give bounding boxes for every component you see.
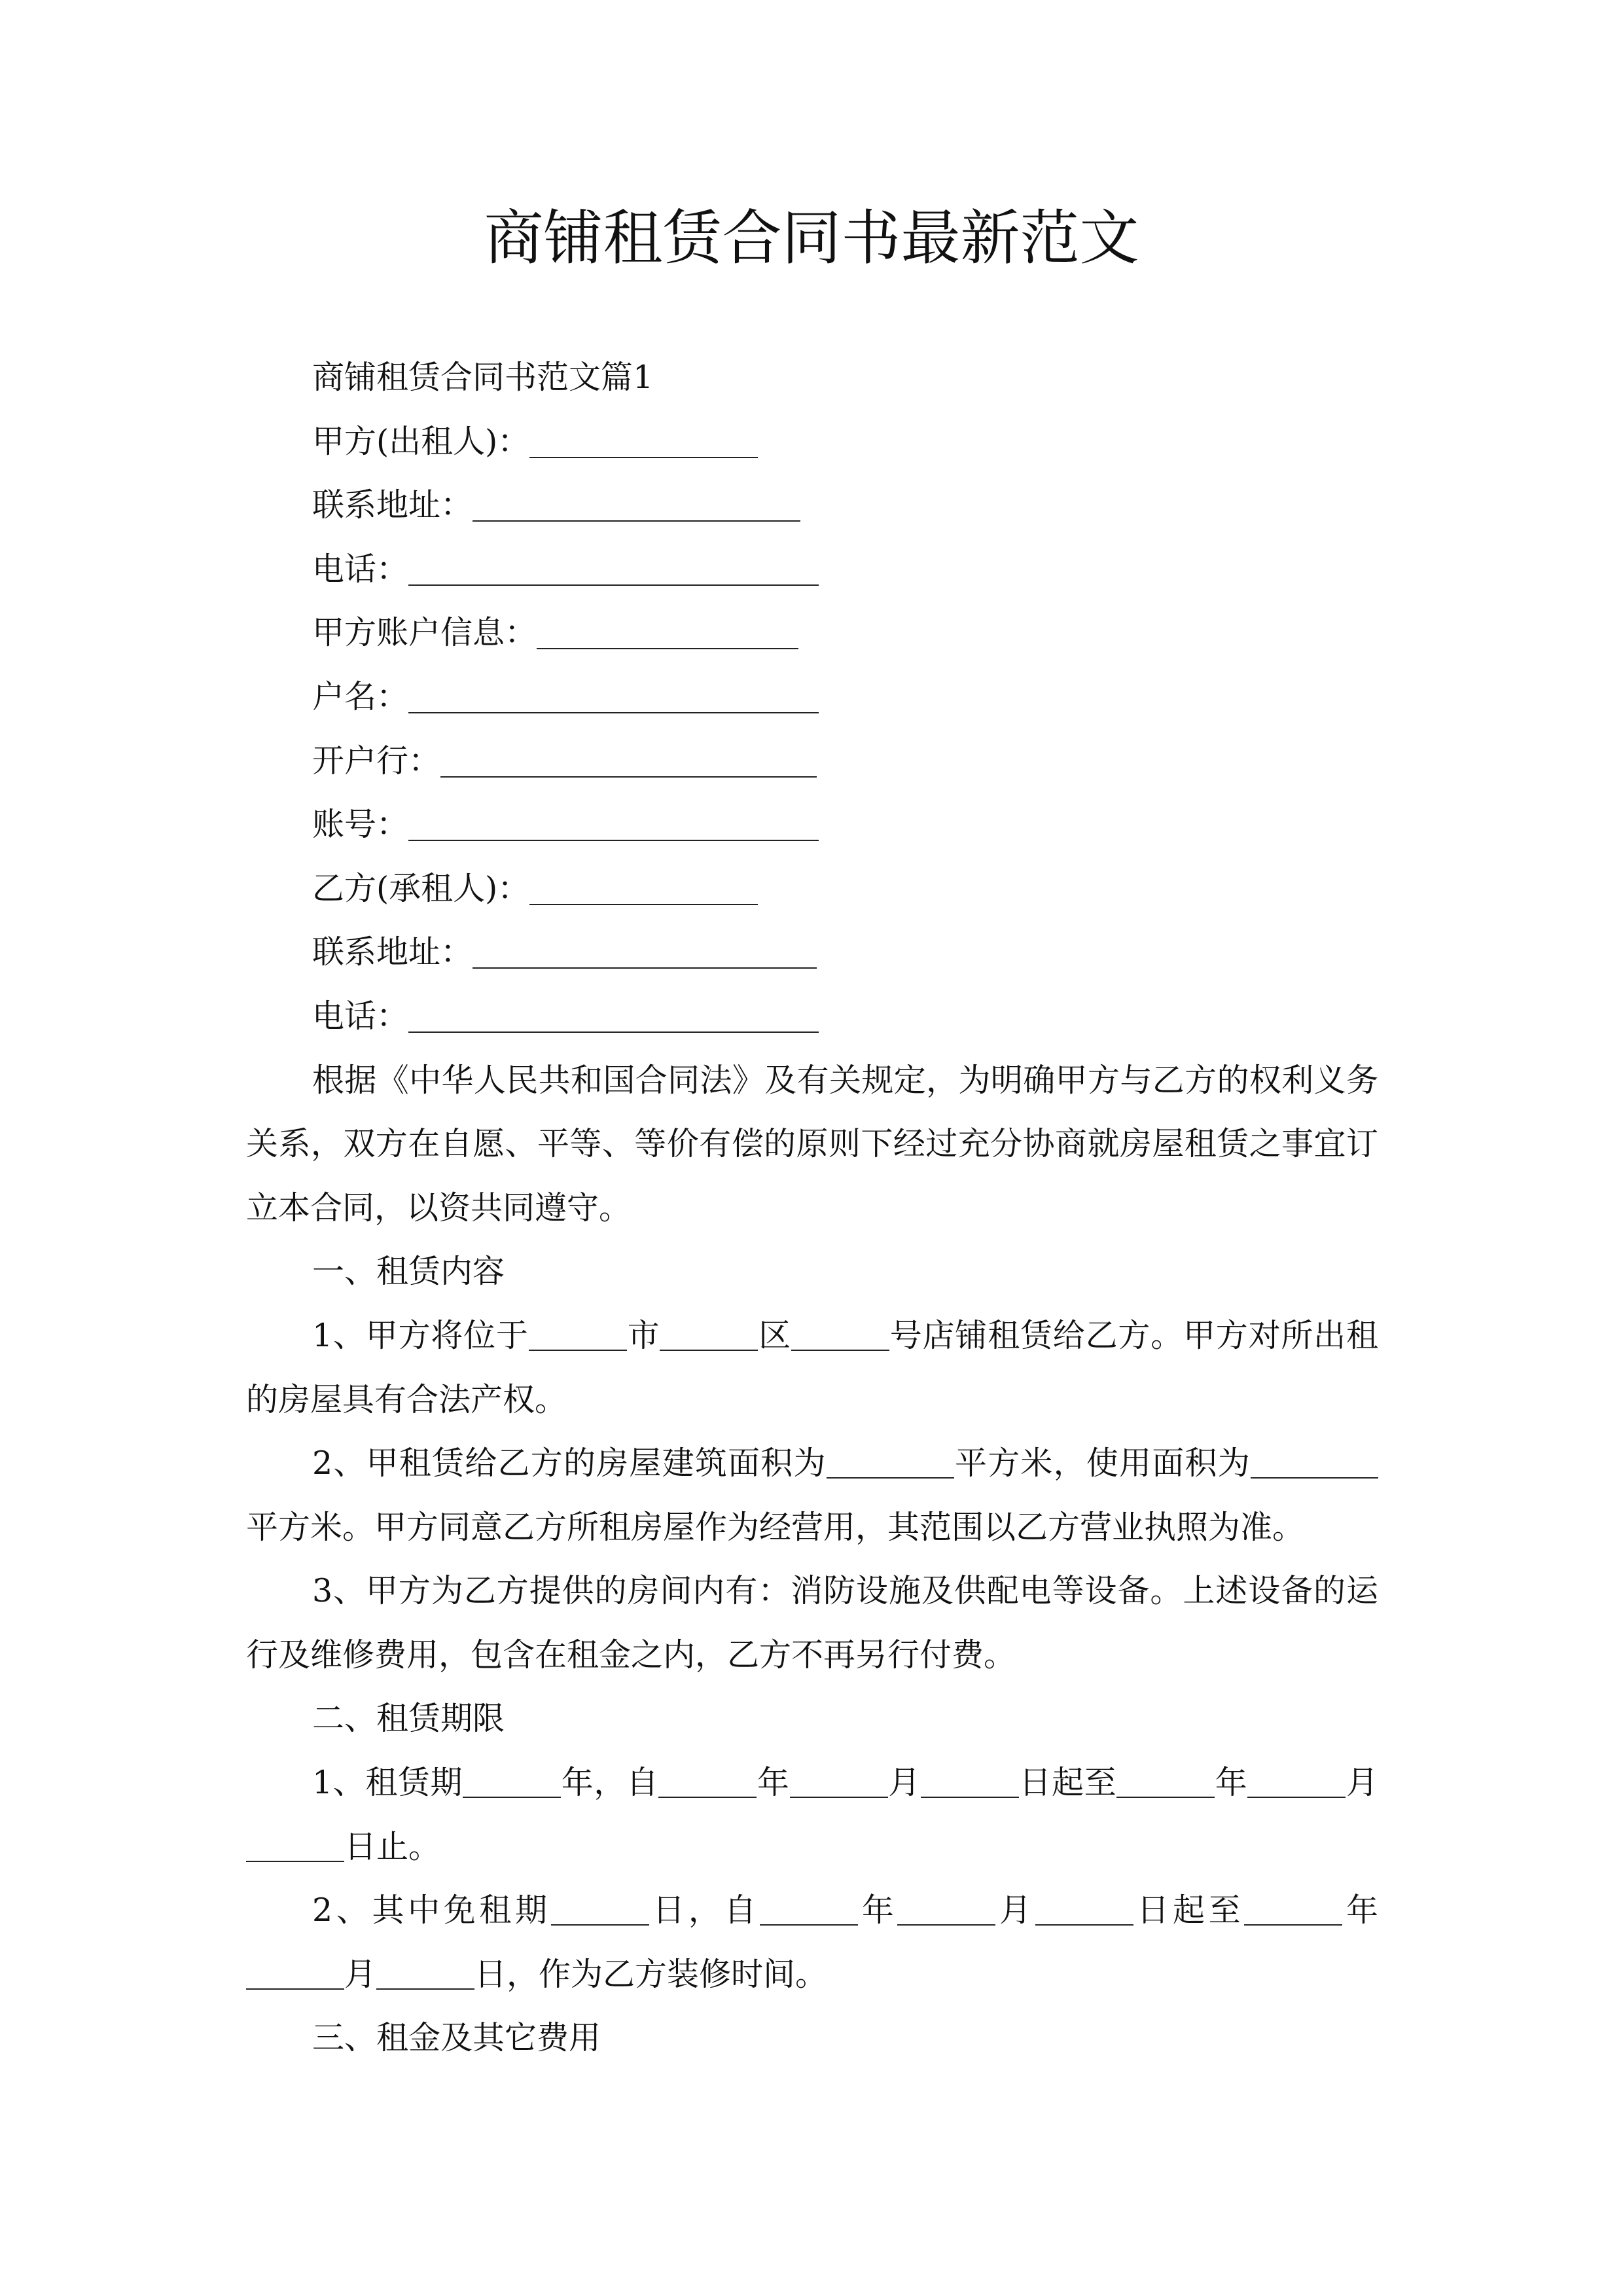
form-field-row bbox=[246, 920, 1378, 984]
clause-text: 1、租赁期 bbox=[312, 1764, 463, 1802]
fill-in-blank[interactable] bbox=[921, 1751, 1019, 1798]
section-subtitle: 商铺租赁合同书范文篇1 bbox=[312, 359, 654, 396]
form-field-row bbox=[246, 537, 1378, 601]
clause-text: 年 bbox=[1342, 1892, 1378, 1929]
form-field-blank[interactable] bbox=[408, 537, 819, 586]
clause-text: 2、其中免租期 bbox=[312, 1892, 551, 1929]
fill-in-blank[interactable] bbox=[658, 1751, 757, 1798]
clause-paragraph bbox=[246, 1878, 1378, 2006]
form-field-blank[interactable] bbox=[473, 920, 817, 969]
form-field-row bbox=[246, 665, 1378, 729]
clause-text: 日止。 bbox=[344, 1827, 441, 1865]
clause-text: 年，自 bbox=[561, 1764, 659, 1802]
form-field-row bbox=[246, 473, 1378, 537]
clause-text: 月 bbox=[995, 1892, 1035, 1929]
form-field-label: 乙方(承租人)： bbox=[312, 869, 530, 907]
fill-in-blank[interactable] bbox=[897, 1878, 995, 1926]
form-field-row bbox=[246, 601, 1378, 665]
clause-text: 日，作为乙方装修时间。 bbox=[474, 1955, 828, 1993]
form-field-row bbox=[246, 857, 1378, 921]
fill-in-blank[interactable] bbox=[463, 1751, 561, 1798]
fill-in-blank[interactable] bbox=[1251, 1431, 1378, 1479]
clause-text: 月 bbox=[887, 1764, 921, 1802]
form-field-blank[interactable] bbox=[408, 793, 819, 841]
form-field-blank[interactable] bbox=[473, 473, 800, 522]
form-field-label: 甲方账户信息： bbox=[312, 614, 537, 652]
clause-text: 日起至 bbox=[1133, 1892, 1245, 1929]
clause-text: 号店铺租赁给乙方。甲方对所出租的房屋具有合法产权。 bbox=[246, 1316, 1378, 1418]
fill-in-blank[interactable] bbox=[660, 1304, 758, 1351]
fill-in-blank[interactable] bbox=[1244, 1878, 1342, 1926]
clause-text: 1、甲方将位于 bbox=[312, 1316, 529, 1354]
clause-text: 平方米。甲方同意乙方所租房屋作为经营用，其范围以乙方营业执照为准。 bbox=[246, 1508, 1305, 1546]
section-heading: 二、租赁期限 bbox=[312, 1700, 505, 1738]
form-field-row bbox=[246, 984, 1378, 1049]
document-title: 商铺租赁合同书最新范文 bbox=[484, 204, 1139, 273]
clause-text: 3、甲方为乙方提供的房间内有：消防设施及供配电等设备。上述设备的运行及维修费用，包含在租金之内，乙方不再另行付费。 bbox=[246, 1572, 1378, 1674]
clause-text: 年 bbox=[757, 1764, 790, 1802]
clause-text: 区 bbox=[758, 1316, 791, 1354]
fill-in-blank[interactable] bbox=[1035, 1878, 1133, 1926]
form-field-label: 联系地址： bbox=[312, 933, 473, 971]
form-field-label: 电话： bbox=[312, 550, 409, 588]
form-field-label: 开户行： bbox=[312, 742, 441, 780]
fill-in-blank[interactable] bbox=[791, 1304, 889, 1351]
fill-in-blank[interactable] bbox=[1116, 1751, 1215, 1798]
clause-text: 月 bbox=[344, 1955, 377, 1993]
form-field-blank[interactable] bbox=[408, 665, 819, 713]
form-field-blank[interactable] bbox=[408, 984, 819, 1033]
intro-paragraph: 根据《中华人民共和国合同法》及有关规定，为明确甲方与乙方的权利义务关系，双方在自愿、平等、等价有偿的原则下经过充分协商就房屋租赁之事宜订立本合同，以资共同遵守。 bbox=[246, 1061, 1378, 1227]
clause-paragraph bbox=[246, 1751, 1378, 1878]
form-field-row bbox=[246, 793, 1378, 857]
fill-in-blank[interactable] bbox=[551, 1878, 649, 1926]
document-body bbox=[246, 346, 1378, 2070]
clause-text: 年 bbox=[858, 1892, 898, 1929]
form-field-row bbox=[246, 410, 1378, 474]
fill-in-blank[interactable] bbox=[790, 1751, 888, 1798]
form-field-label: 联系地址： bbox=[312, 486, 473, 524]
fill-in-blank[interactable] bbox=[827, 1431, 954, 1479]
form-field-label: 账号： bbox=[312, 806, 409, 844]
section-heading: 一、租赁内容 bbox=[312, 1253, 505, 1291]
clause-text: 市 bbox=[626, 1316, 660, 1354]
clause-text: 月 bbox=[1346, 1764, 1378, 1802]
form-field-label: 甲方(出租人)： bbox=[312, 422, 530, 460]
form-field-blank[interactable] bbox=[529, 410, 758, 458]
clause-text: 日，自 bbox=[649, 1892, 760, 1929]
form-field-blank[interactable] bbox=[537, 601, 798, 649]
clause-text: 年 bbox=[1215, 1764, 1248, 1802]
form-field-label: 户名： bbox=[312, 677, 409, 715]
fill-in-blank[interactable] bbox=[246, 1815, 344, 1862]
section-heading: 三、租金及其它费用 bbox=[312, 2019, 601, 2057]
fill-in-blank[interactable] bbox=[529, 1304, 627, 1351]
clause-text: 2、甲租赁给乙方的房屋建筑面积为 bbox=[312, 1444, 827, 1482]
form-field-row bbox=[246, 729, 1378, 793]
form-field-blank[interactable] bbox=[529, 857, 758, 905]
form-field-blank[interactable] bbox=[440, 729, 817, 778]
clause-paragraph bbox=[246, 1431, 1378, 1559]
clause-paragraph bbox=[246, 1304, 1378, 1431]
clause-text: 平方米，使用面积为 bbox=[954, 1444, 1251, 1482]
fill-in-blank[interactable] bbox=[1247, 1751, 1346, 1798]
form-field-label: 电话： bbox=[312, 997, 409, 1035]
fill-in-blank[interactable] bbox=[246, 1943, 344, 1990]
clause-text: 日起至 bbox=[1018, 1764, 1117, 1802]
clause-paragraph bbox=[246, 1559, 1378, 1687]
fill-in-blank[interactable] bbox=[376, 1943, 474, 1990]
fill-in-blank[interactable] bbox=[760, 1878, 858, 1926]
